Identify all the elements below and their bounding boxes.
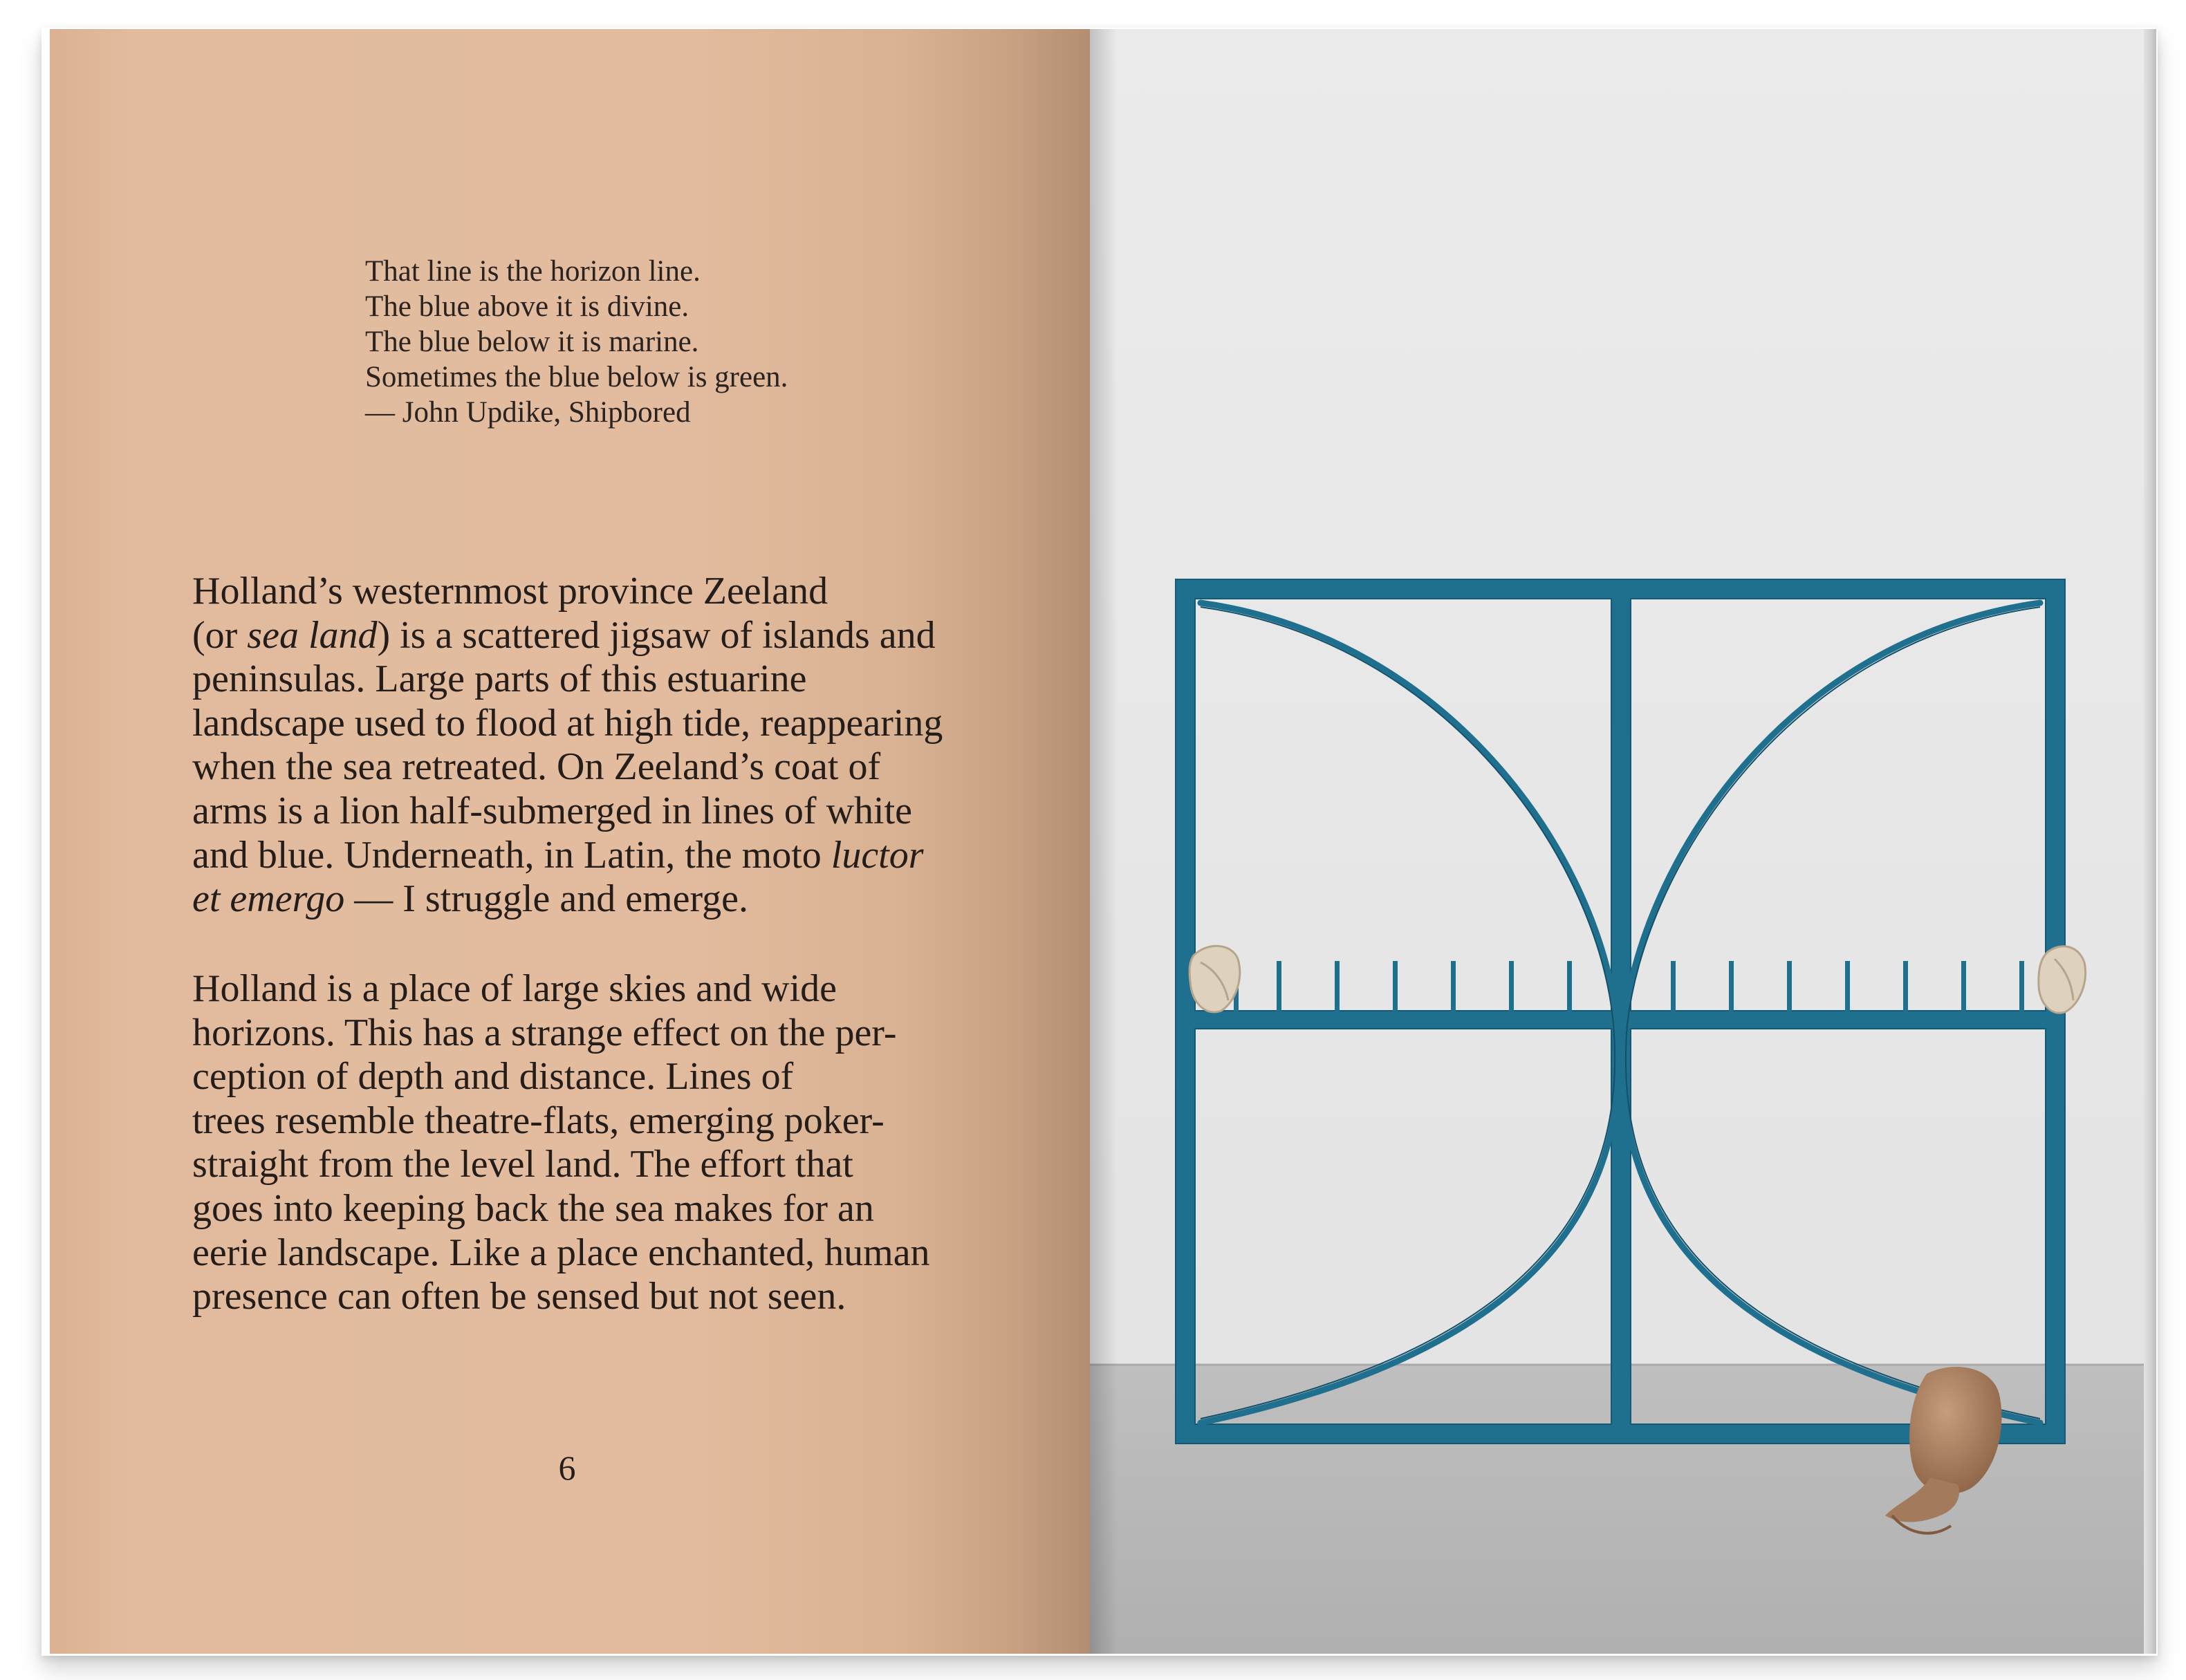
paragraph-line [192,877,967,922]
paragraph-line: trees resemble theatre-flats, emerging poker- [192,1099,884,1142]
right-page [1090,29,2151,1654]
paragraph-line: arms is a lion half-submerged in lines of white [192,789,912,832]
paragraph-line: goes into keeping back the sea makes for an [192,1186,874,1230]
paragraph-line: Holland is a place of large skies and wide [192,967,837,1010]
text-run: ) is a scattered jigsaw of islands and [377,613,936,657]
page-number: 6 [558,1448,576,1487]
paragraph-line: peninsulas. Large parts of this estuarine [192,657,807,701]
paragraph-line: landscape used to flood at high tide, reappearing [192,701,943,745]
paragraph-line: when the sea retreated. On Zeeland’s coat of [192,745,881,789]
paragraph-line [192,614,967,658]
epigraph-line: The blue below it is marine. [365,326,699,358]
italic-term: luctor [831,833,924,877]
text-run: and blue. Underneath, in Latin, the moto [192,833,831,877]
paragraph-holland [192,967,967,1319]
epigraph-line: That line is the horizon line. [365,255,701,288]
paragraph-line: straight from the level land. The effort that [192,1143,853,1186]
blue-frame-sculpture-icon [1090,29,2151,1654]
epigraph-line: The blue above it is divine. [365,290,689,323]
paragraph-line: Holland’s westernmost province Zeeland [192,570,828,613]
paragraph-line: ception of depth and distance. Lines of [192,1055,794,1099]
italic-term: sea land [247,613,378,657]
epigraph [365,254,988,430]
epigraph-line: Sometimes the blue below is green. [365,361,788,393]
paragraph-line: presence can often be sensed but not seen. [192,1275,846,1318]
page-edge [2144,29,2156,1654]
paragraph-zeeland [192,570,967,922]
text-run: (or [192,613,248,657]
text-run: — I struggle and emerge. [344,877,748,921]
epigraph-attribution: — John Updike, Shipbored [365,396,691,429]
italic-term: et emergo [192,877,345,921]
paragraph-line: eerie landscape. Like a place enchanted, human [192,1231,930,1274]
paragraph-line: horizons. This has a strange effect on the per- [192,1011,897,1054]
paragraph-line [192,834,967,878]
